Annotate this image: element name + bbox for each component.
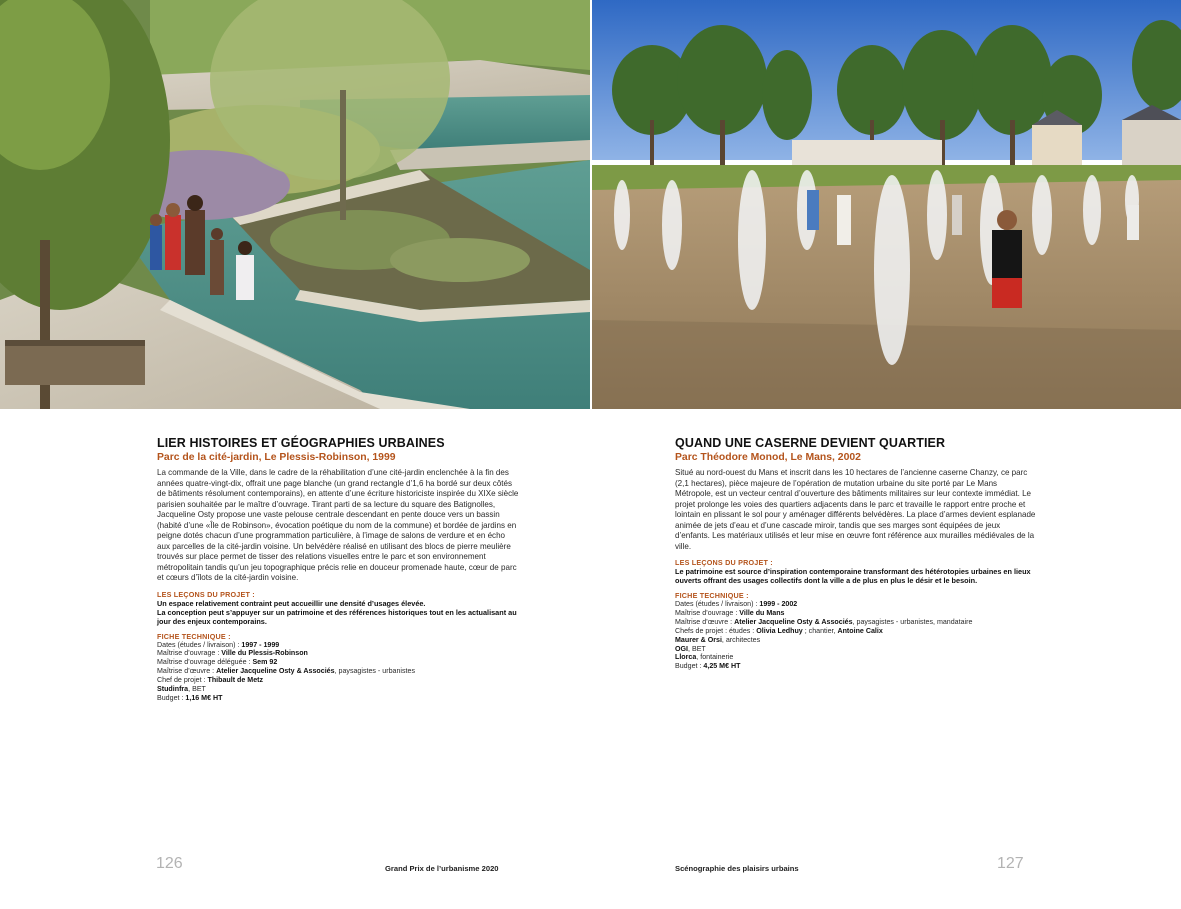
left-fiche-moa: Maîtrise d’ouvrage : Ville du Plessis-Robinson (157, 649, 308, 658)
left-title: LIER HISTOIRES ET GÉOGRAPHIES URBAINES (157, 436, 445, 450)
left-fiche-bet: Studinfra, BET (157, 685, 206, 694)
left-fiche-dates: Dates (études / livraison) : 1997 - 1999 (157, 640, 280, 649)
garden-water-illustration (0, 0, 590, 409)
right-fiche-moe: Maîtrise d’œuvre : Atelier Jacqueline Osty & Associés, paysagistes - urbanistes, mandataire (675, 617, 973, 626)
left-fiche-moa-deleguee: Maîtrise d’ouvrage déléguée : Sem 92 (157, 658, 278, 667)
left-lessons-label: LES LEÇONS DU PROJET : (157, 589, 255, 599)
fountain-square-photo (592, 0, 1181, 409)
page-number-left: 126 (156, 855, 183, 872)
right-fiche-budget: Budget : 4,25 M€ HT (675, 662, 741, 671)
right-subtitle: Parc Théodore Monod, Le Mans, 2002 (675, 452, 861, 463)
right-fiche-chefs: Chefs de projet : études : Olivia Ledhuy ; chantier, Antoine Calix (675, 626, 883, 635)
right-fiche-moa: Maîtrise d’ouvrage : Ville du Mans (675, 608, 785, 617)
running-title-left: Grand Prix de l’urbanisme 2020 (385, 864, 499, 873)
right-fiche-bet: OGI, BET (675, 644, 706, 653)
garden-water-photo (0, 0, 590, 409)
left-fiche-budget: Budget : 1,16 M€ HT (157, 693, 223, 702)
left-subtitle: Parc de la cité-jardin, Le Plessis-Robinson, 1999 (157, 452, 396, 463)
fountain-square-illustration (592, 0, 1181, 409)
right-article (675, 436, 1037, 671)
right-fiche-dates: Dates (études / livraison) : 1999 - 2002 (675, 600, 798, 608)
right-fiche-fontainerie: Llorca, fontainerie (675, 653, 734, 662)
right-body: Situé au nord-ouest du Mans et inscrit dans les 10 hectares de l’ancienne caserne Chanzy, ce parc (2,1 hectares), pièce majeure de l’opération de mutation urbaine du site porté par Le Mans Métropole, est un vecteur central d’ouverture des bâtiments militaires sur leur contexte immédiat. Le projet prolonge les voies des quartiers adjacents dans le parc et travaille le rapport entre proche et lointain en plissant le sol pour y aménager différents belvédères. La place d’armes devient esplanade animée de jets d’eau et d’une cascade miroir, tandis que ses marges sont équipées de jeux d’enfants. Les matériaux utilisés et leur mise en œuvre font référence aux murailles médiévales de la ville. (675, 468, 1036, 551)
right-fiche-label: FICHE TECHNIQUE : (675, 591, 749, 600)
right-lesson-1: Le patrimoine est source d’inspiration contemporaine transformant des hétérotopies urbaines en lieux ouverts offrant des usages collectifs dont la ville a de plus en plus le désir et le besoin. (675, 567, 1031, 585)
left-fiche-chef: Chef de projet : Thibault de Metz (157, 676, 264, 685)
left-fiche-moe: Maîtrise d’œuvre : Atelier Jacqueline Osty & Associés, paysagistes - urbanistes (157, 667, 415, 676)
right-fiche-architectes: Maurer & Orsi, architectes (675, 635, 761, 644)
left-lesson-1: Un espace relativement contraint peut accueillir une densité d’usages élevée. (157, 598, 426, 608)
running-title-right: Scénographie des plaisirs urbains (675, 864, 799, 873)
left-fiche-label: FICHE TECHNIQUE : (157, 631, 231, 641)
right-lessons-label: LES LEÇONS DU PROJET : (675, 558, 773, 567)
right-title: QUAND UNE CASERNE DEVIENT QUARTIER (675, 436, 946, 450)
left-lesson-2: La conception peut s’appuyer sur un patrimoine et des références historiques tout en les actualisant au jour des enjeux contemporains. (157, 607, 517, 626)
left-body: La commande de la Ville, dans le cadre de la réhabilitation d’une cité-jardin enclenchée à la fin des années quatre-vingt-dix, offrait une page blanche (un grand rectangle d’1,6 ha bordé sur deux côtés de bâtiments résolument contemporains), en attente d’une écriture historiciste inspirée du XIXe siècle parisien souhaitée par le maître d’ouvrage. Tirant parti de sa lecture du square des Batignolles, Jacqueline Osty propose une vaste pelouse centrale descendant en pente douce vers un bassin (habité d’une «Île de Robinson», évocation poétique du nom de la commune) et bordée de jardins en peigne dotés chacun d’une programmation particulière, à l’image de salons de verdure et en écho aux parcelles de la cité-jardin voisine. Un belvédère réalisé en utilisant des blocs de pierre meulière trouvés sur place permet de tisser des relations visuelles entre le parc et son environnement métropolitain tandis qu’un jeu topographique précis relie en douceur promenade haute, cœur de parc et cœurs d’îlots de la cité-jardin voisine. (157, 468, 519, 582)
page-number-right: 127 (997, 855, 1024, 872)
left-article (157, 436, 519, 703)
